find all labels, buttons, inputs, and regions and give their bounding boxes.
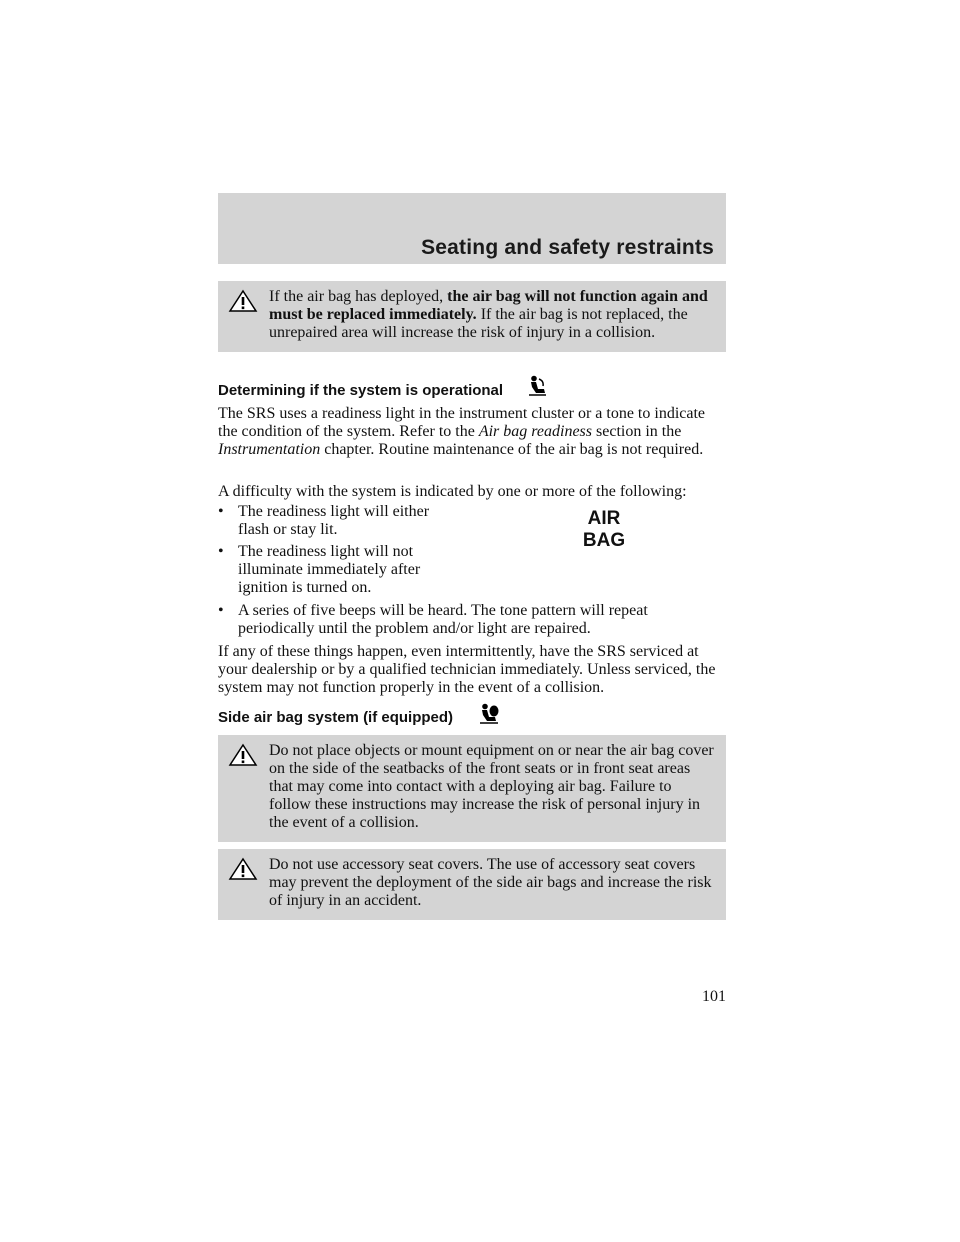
- para1-text-b: section in the: [592, 423, 682, 440]
- heading-side-airbag: [218, 709, 453, 726]
- warning-text-suffix: If the air bag is not replaced, the unrepaired area will increase the risk of injury in a collision.: [269, 306, 688, 341]
- warning-box-side-airbag-objects: [218, 735, 726, 842]
- para1-text-a: The SRS uses a readiness light in the instrument cluster or a tone to indicate the condition of the system. Refer to the: [218, 405, 706, 440]
- warning-text-bold: the air bag will not function again and must be replaced immediately.: [269, 288, 708, 323]
- warning-box-seat-covers: [218, 849, 726, 920]
- paragraph-srs-readiness: [218, 405, 726, 459]
- bullet-dot: •: [218, 602, 224, 619]
- airbag-label-line2: BAG: [582, 530, 626, 551]
- paragraph-service-srs: If any of these things happen, even intermittently, have the SRS serviced at your dealership or by a qualified technician immediately. Unless serviced, the system may not function properly in the event of a collision.: [218, 643, 716, 696]
- airbag-seat-icon: [526, 375, 548, 397]
- list-item: [218, 543, 458, 597]
- para1-italic-instrumentation: Instrumentation: [218, 441, 321, 458]
- para1-italic-airbag-readiness: Air bag readiness: [478, 423, 593, 440]
- warning-triangle-icon: [228, 289, 258, 313]
- section-header-band: [218, 193, 726, 264]
- heading-text: Determining if the system is operational: [218, 382, 504, 399]
- list-item: [218, 602, 726, 638]
- side-airbag-seat-icon: [478, 703, 500, 725]
- bullet-text: A series of five beeps will be heard. The tone pattern will repeat periodically until the problem and/or light are repaired.: [238, 602, 648, 637]
- bullet-dot: •: [218, 543, 224, 560]
- list-item: [218, 503, 458, 539]
- warning-text: [228, 288, 716, 342]
- warning-box-deployed: [218, 281, 726, 352]
- heading-system-operational: [218, 382, 503, 399]
- warning-text: Do not use accessory seat covers. The use of accessory seat covers may prevent the deployment of the side air bags and increase the risk of injury in an accident.: [269, 856, 712, 909]
- section-title: Seating and safety restraints: [421, 236, 714, 259]
- warning-text-prefix: If the air bag has deployed,: [269, 288, 448, 305]
- para1-text-c: chapter. Routine maintenance of the air bag is not required.: [320, 441, 704, 458]
- bullet-dot: •: [218, 503, 224, 520]
- airbag-indicator-label: [570, 508, 638, 552]
- bullet-text: The readiness light will not illuminate immediately after ignition is turned on.: [238, 543, 421, 596]
- bullet-text: The readiness light will either flash or stay lit.: [238, 503, 430, 538]
- warning-triangle-icon: [228, 857, 258, 881]
- airbag-label-line1: AIR: [587, 508, 621, 529]
- warning-text: Do not place objects or mount equipment on or near the air bag cover on the side of the seatbacks of the front seats or in front seat areas that may come into contact with a deploying air bag. Failure to follow these instructions may increase the risk of personal injury in the event of a collision.: [269, 742, 714, 831]
- warning-triangle-icon: [228, 743, 258, 767]
- page-number: 101: [702, 988, 726, 1005]
- paragraph-difficulty: A difficulty with the system is indicated by one or more of the following:: [218, 483, 687, 500]
- heading-text: Side air bag system (if equipped): [218, 709, 454, 726]
